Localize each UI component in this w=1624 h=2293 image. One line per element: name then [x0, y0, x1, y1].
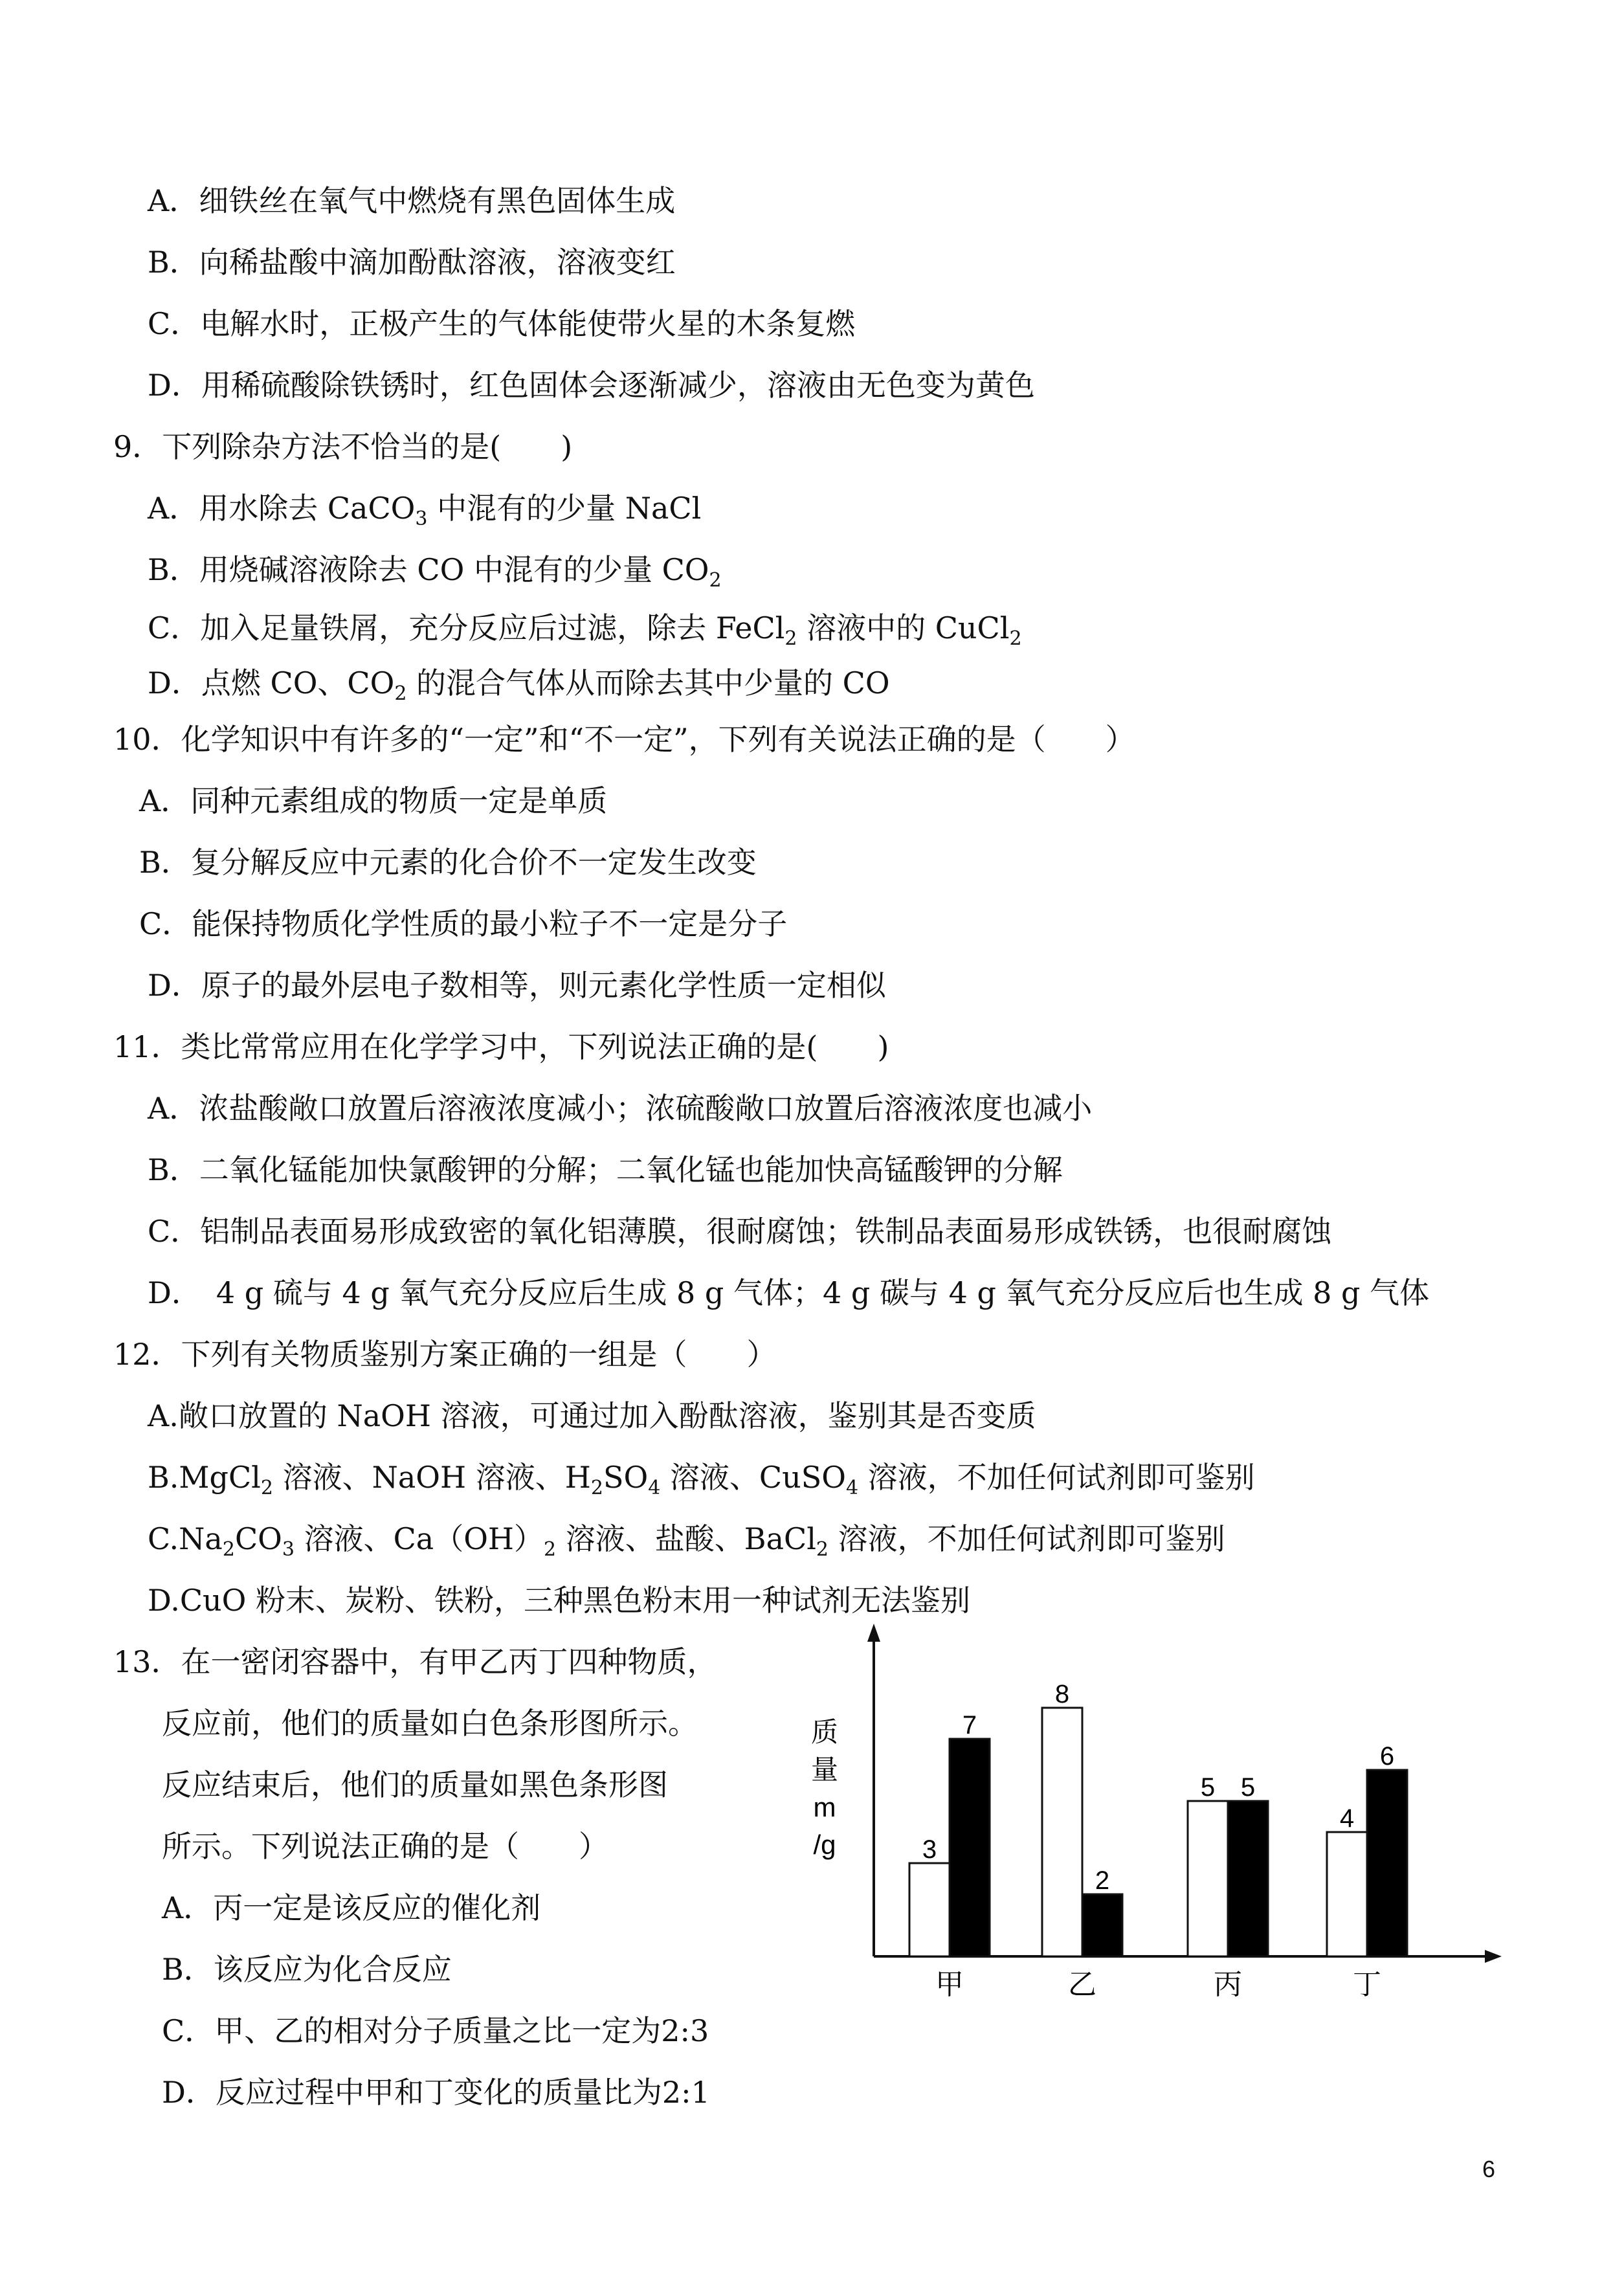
bar-value-label: 5 — [1200, 1773, 1216, 1802]
q13-option-d: D．反应过程中甲和丁变化的质量比为2:1 — [162, 2075, 710, 2110]
q8-option-d: D．用稀硫酸除铁锈时，红色固体会逐渐减少，溶液由无色变为黄色 — [148, 368, 1035, 403]
bar-value-label: 5 — [1240, 1773, 1256, 1802]
bar — [1188, 1801, 1228, 1956]
q9-option-c: C．加入足量铁屑，充分反应后过滤，除去 FeCl$_2$ 溶液中的 CuCl$_2$ — [148, 610, 1022, 650]
q9-option-d: D．点燃 CO、$CO_2$ 的混合气体从而除去其中少量的 CO — [148, 666, 890, 705]
q9-stem: 9．下列除杂方法不恰当的是( ) — [113, 429, 573, 464]
bar — [1228, 1801, 1268, 1956]
bar-value-label: 4 — [1339, 1804, 1355, 1833]
bar — [909, 1863, 950, 1956]
q8-option-b: B．向稀盐酸中滴加酚酞溶液，溶液变红 — [148, 245, 676, 280]
q13-stem-line-2: 反应前，他们的质量如白色条形图所示。 — [162, 1706, 698, 1741]
bar-value-label: 3 — [922, 1835, 937, 1864]
bar-value-label: 6 — [1379, 1742, 1395, 1771]
y-axis-label-char: 质 — [810, 1716, 839, 1748]
q13-option-b: B．该反应为化合反应 — [162, 1952, 452, 1987]
x-tick-label: 丁 — [1353, 1968, 1381, 2001]
bar — [950, 1739, 990, 1956]
bar-value-label: 7 — [962, 1711, 977, 1739]
q9-option-a: A．用水除去 CaCO$_3$ 中混有的少量 NaCl — [148, 491, 702, 530]
q10-option-c: C．能保持物质化学性质的最小粒子不一定是分子 — [139, 906, 788, 941]
mass-bar-chart — [810, 1612, 1508, 2001]
bar — [1082, 1894, 1122, 1956]
bar — [1042, 1708, 1082, 1956]
q11-option-c: C．铝制品表面易形成致密的氧化铝薄膜，很耐腐蚀；铁制品表面易形成铁锈，也很耐腐蚀 — [148, 1214, 1332, 1249]
q12-option-a: A.敞口放置的 NaOH 溶液，可通过加入酚酞溶液，鉴别其是否变质 — [148, 1398, 1036, 1433]
q13-stem: 13．在一密闭容器中，有甲乙丙丁四种物质， — [113, 1644, 717, 1679]
q12-stem: 12．下列有关物质鉴别方案正确的一组是（ ） — [113, 1337, 777, 1372]
bar-value-label: 8 — [1054, 1680, 1070, 1708]
q10-stem: 10．化学知识中有许多的“一定”和“不一定”，下列有关说法正确的是（ ） — [113, 722, 1135, 757]
q11-stem: 11．类比常常应用在化学学习中，下列说法正确的是( ) — [113, 1029, 889, 1064]
y-axis-arrow — [867, 1624, 880, 1642]
q13-option-a: A．丙一定是该反应的催化剂 — [162, 1890, 541, 1925]
q11-option-d: D． 4 g 硫与 4 g 氧气充分反应后生成 8 g 气体；4 g 碳与 4 g 氧气充分反应后也生成 8 g 气体 — [148, 1275, 1430, 1310]
q11-option-a: A．浓盐酸敞口放置后溶液浓度减小；浓硫酸敞口放置后溶液浓度也减小 — [148, 1091, 1093, 1126]
bar — [1327, 1832, 1367, 1956]
x-tick-label: 甲 — [935, 1968, 964, 2001]
q10-option-a: A．同种元素组成的物质一定是单质 — [139, 783, 608, 818]
y-axis-label-char: /g — [813, 1829, 836, 1860]
x-tick-label: 乙 — [1068, 1968, 1096, 2001]
q11-option-b: B．二氧化锰能加快氯酸钾的分解；二氧化锰也能加快高锰酸钾的分解 — [148, 1152, 1063, 1187]
q9-option-b: B．用烧碱溶液除去 CO 中混有的少量 $CO_2$ — [148, 552, 722, 592]
q10-option-d: D．原子的最外层电子数相等，则元素化学性质一定相似 — [148, 968, 886, 1003]
q13-option-c: C．甲、乙的相对分子质量之比一定为2:3 — [162, 2013, 709, 2048]
q12-option-b: B.MgCl$_2$ 溶液、NaOH 溶液、$H_2SO_4$ 溶液、CuSO$_4$ 溶液，不加任何试剂即可鉴别 — [148, 1460, 1255, 1499]
page-number: 6 — [1482, 2156, 1496, 2182]
q10-option-b: B．复分解反应中元素的化合价不一定发生改变 — [139, 845, 757, 880]
y-axis-label-char: 量 — [810, 1754, 839, 1785]
x-tick-label: 丙 — [1214, 1968, 1242, 2001]
q8-option-a: A．细铁丝在氧气中燃烧有黑色固体生成 — [148, 183, 676, 218]
q8-option-c: C．电解水时，正极产生的气体能使带火星的木条复燃 — [148, 306, 856, 341]
q12-option-c: $C.Na_2CO_3$ 溶液、$Ca(OH)_2$ 溶液、盐酸、BaCl$_2$ 溶液，不加任何试剂即可鉴别 — [148, 1521, 1225, 1561]
q13-stem-line-3: 反应结束后，他们的质量如黑色条形图 — [162, 1767, 668, 1802]
y-axis-label-char: m — [813, 1792, 836, 1822]
q13-stem-line-4: 所示。下列说法正确的是（ ） — [162, 1829, 608, 1864]
q12-option-d: D.CuO 粉末、炭粉、铁粉，三种黑色粉末用一种试剂无法鉴别 — [148, 1583, 971, 1618]
x-axis-arrow — [1485, 1950, 1502, 1963]
bar-value-label: 2 — [1095, 1866, 1110, 1895]
bar — [1367, 1770, 1407, 1956]
